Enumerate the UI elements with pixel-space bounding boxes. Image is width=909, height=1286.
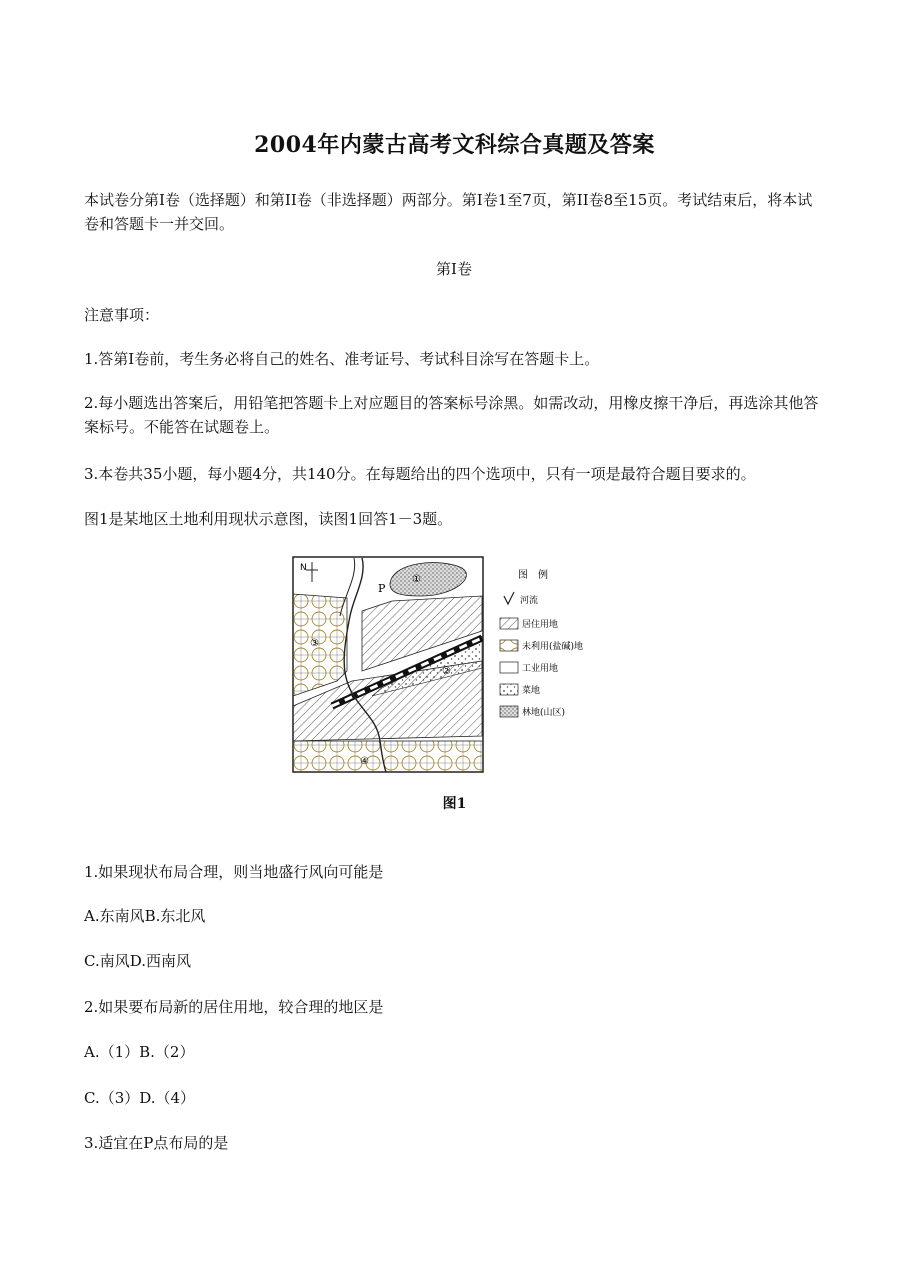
legend-title: 图 例 <box>518 570 548 581</box>
question-stem: 1.如果现状布局合理，则当地盛行风向可能是 <box>84 863 384 881</box>
question-stem: 2.如果要布局新的居住用地，较合理的地区是 <box>84 998 384 1016</box>
legend-item: 居住用地 <box>522 620 559 630</box>
section-heading: 第Ⅰ卷 <box>436 260 472 278</box>
question-option: A.（1）B.（2） <box>84 1043 195 1061</box>
question-option: C.（3）D.（4） <box>84 1089 196 1107</box>
notice-heading: 注意事项： <box>84 306 160 324</box>
intro-paragraph: 本试卷分第Ⅰ卷（选择题）和第II卷（非选择题）两部分。第Ⅰ卷1至7页，第II卷8至15页。考试结束后，将本试卷和答题卡一并交回。 <box>84 191 813 233</box>
legend-item: 工业用地 <box>522 664 559 674</box>
area-label: ② <box>442 666 451 677</box>
land-use-map <box>292 556 622 776</box>
question-option: C.南风D.西南风 <box>84 952 191 970</box>
point-p-label: P <box>378 582 386 595</box>
notice-item: 1.答第Ⅰ卷前，考生务必将自己的姓名、准考证号、考试科目涂写在答题卡上。 <box>84 350 600 368</box>
notice-item: 3.本卷共35小题，每小题4分，共140分。在每题给出的四个选项中，只有一项是最符合题目要求的。 <box>84 465 756 483</box>
notice-item: 2.每小题选出答案后，用铅笔把答题卡上对应题目的答案标号涂黑。如需改动，用橡皮擦干净后，再选涂其他答案标号。不能答在试题卷上。 <box>84 394 819 436</box>
legend-item: 林地(山区) <box>522 708 566 718</box>
legend-item: 河流 <box>520 596 539 606</box>
north-label: N <box>300 563 307 573</box>
question-option: A.东南风B.东北风 <box>84 907 206 925</box>
page-title: 2004年内蒙古高考文科综合真题及答案 <box>254 132 655 158</box>
map-legend <box>500 568 583 718</box>
legend-item: 未利用(盐碱)地 <box>522 642 584 652</box>
legend-item: 菜地 <box>522 686 541 696</box>
area-label: ④ <box>360 756 369 767</box>
figure-intro: 图1是某地区土地利用现状示意图，读图1回答1－3题。 <box>84 510 453 528</box>
question-stem: 3.适宜在P点布局的是 <box>84 1134 229 1152</box>
area-label: ① <box>412 574 421 585</box>
area-label: ③ <box>310 638 319 649</box>
figure-caption: 图1 <box>442 796 467 812</box>
